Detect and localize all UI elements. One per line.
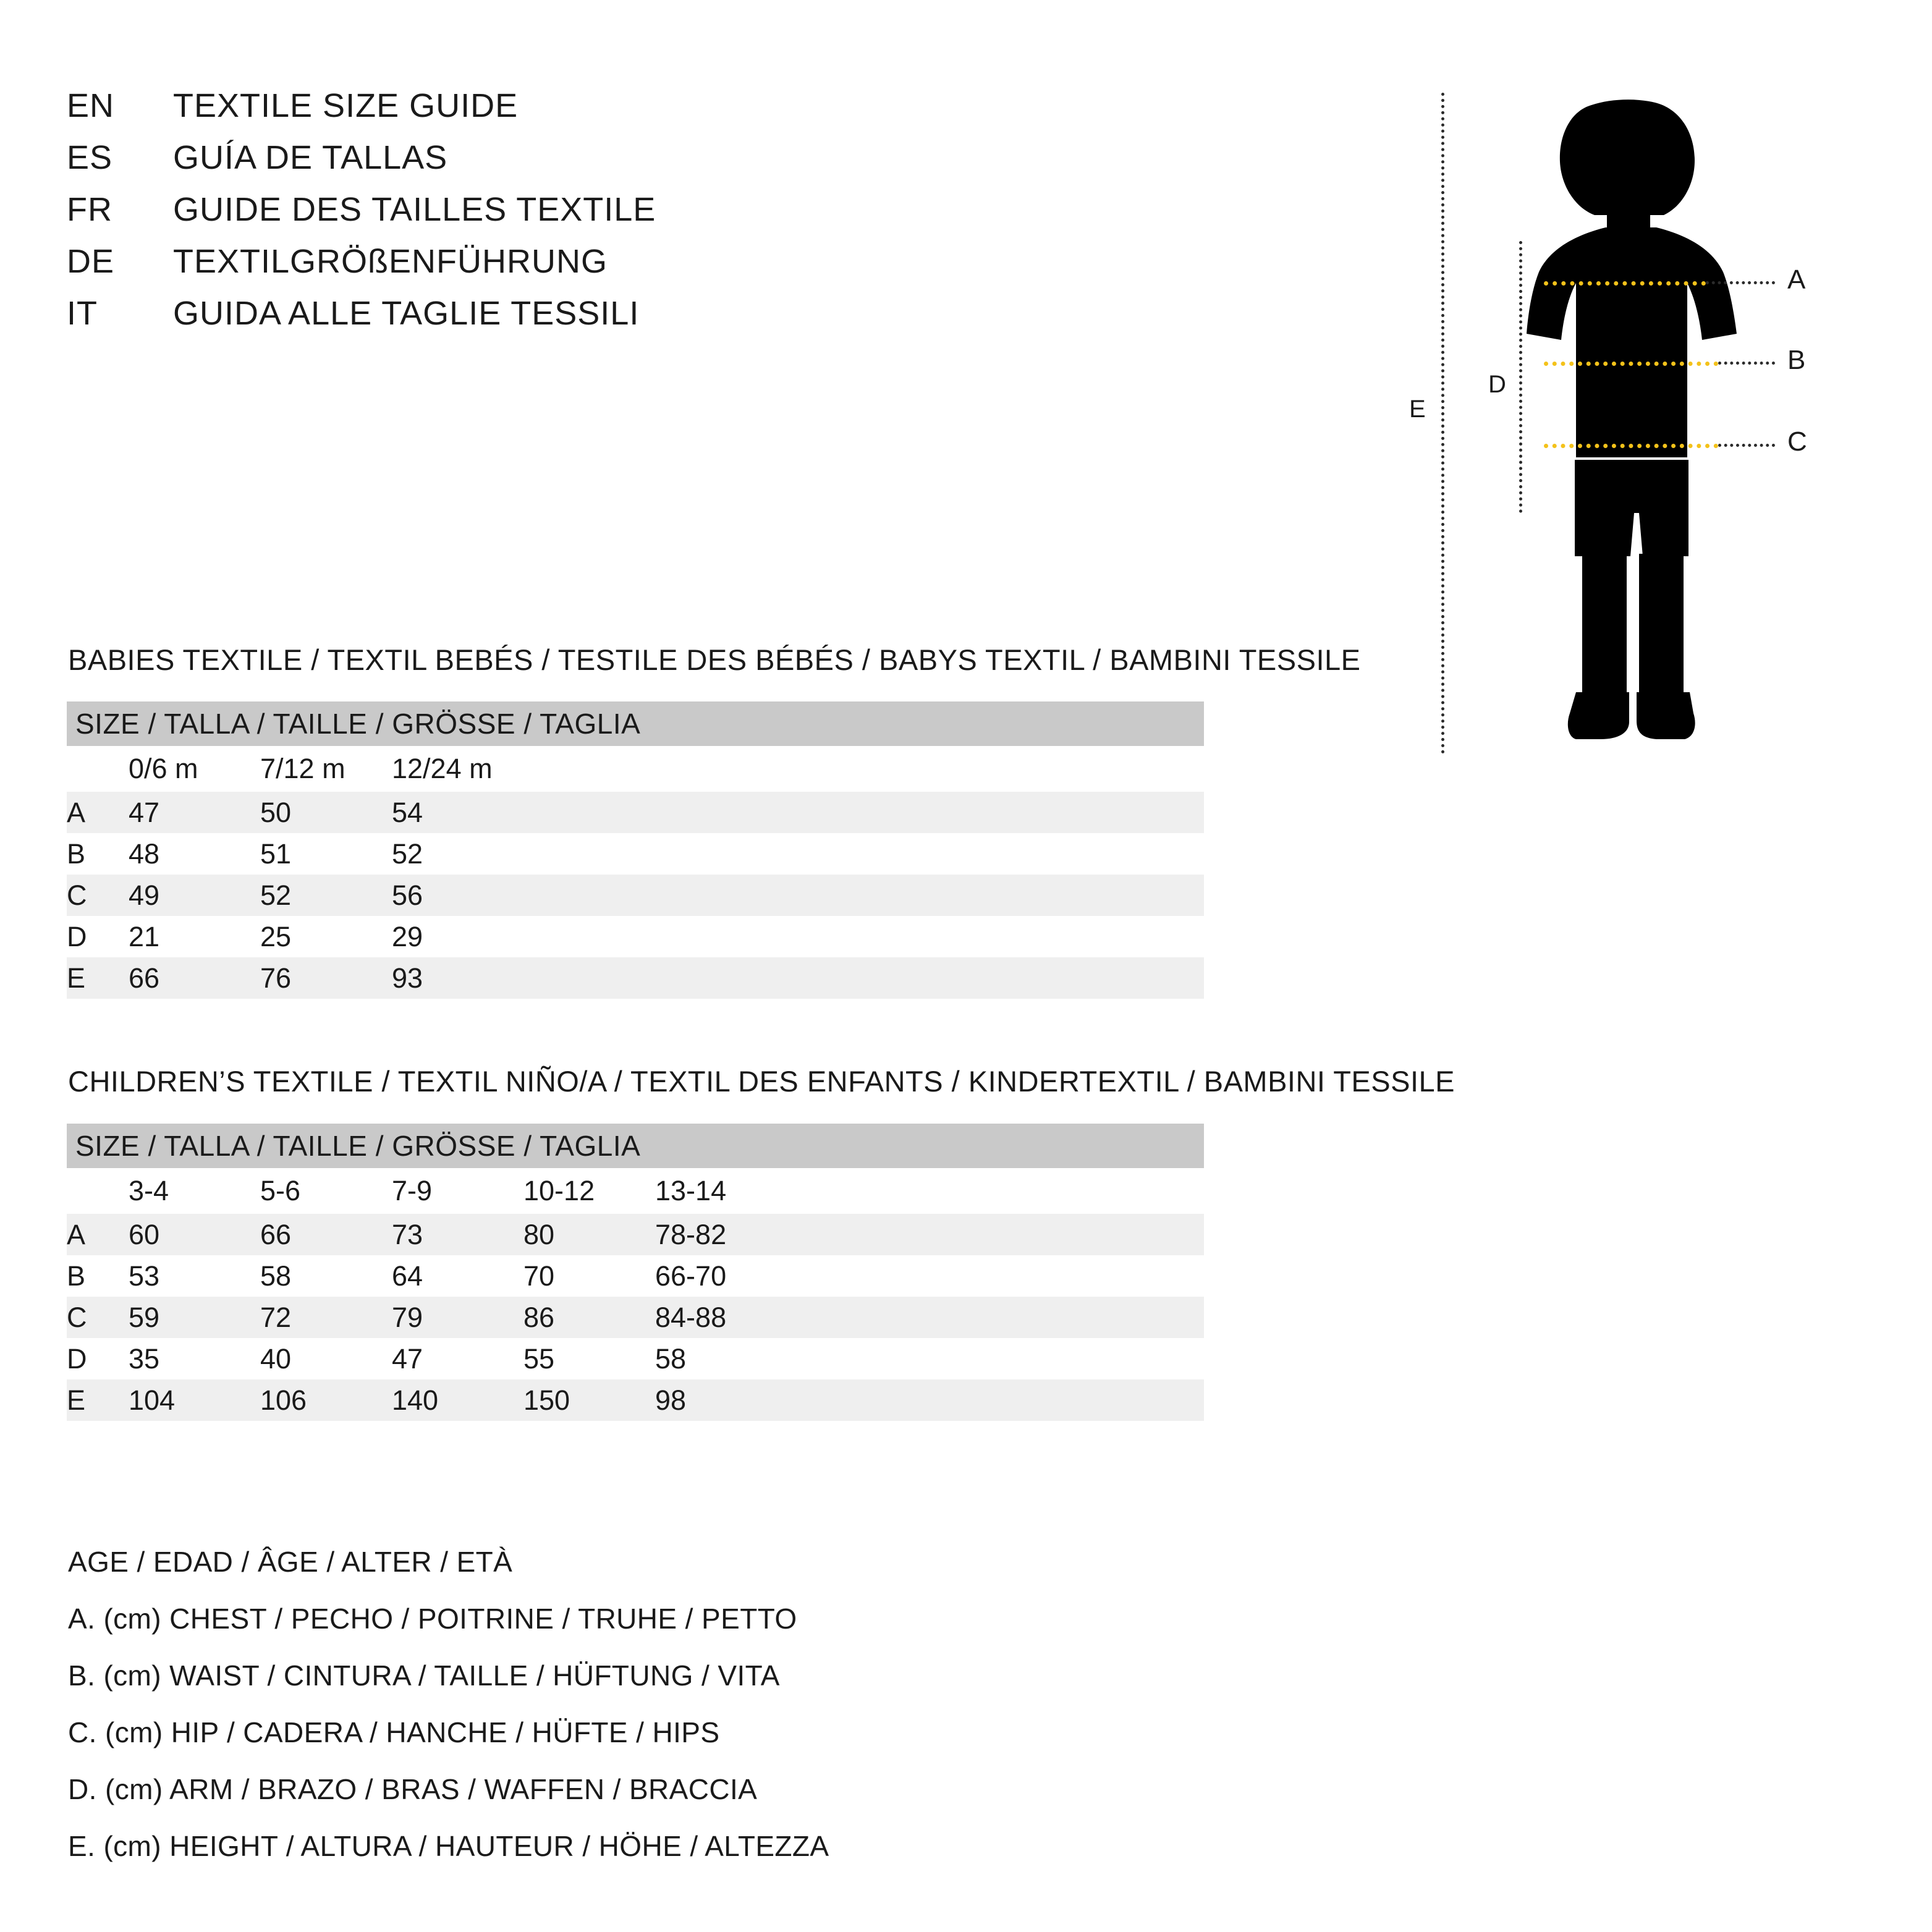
cell-value: 66-70 bbox=[655, 1255, 787, 1297]
table-row bbox=[67, 1297, 1204, 1338]
cell-value: 48 bbox=[129, 833, 260, 875]
cell-value: 35 bbox=[129, 1338, 260, 1379]
table-header-row bbox=[67, 1124, 1204, 1168]
row-label: B bbox=[67, 1255, 129, 1297]
table-column-header-row bbox=[67, 1168, 1204, 1214]
cell-value: 58 bbox=[655, 1338, 787, 1379]
measurement-figure bbox=[1409, 74, 1866, 773]
figure-label-b: B bbox=[1787, 345, 1806, 375]
cell-value: 73 bbox=[392, 1214, 523, 1255]
language-row bbox=[67, 138, 1241, 177]
row-label: A bbox=[67, 792, 129, 833]
legend-line-waist: B. (cm) WAIST / CINTURA / TAILLE / HÜFTUNG / VITA bbox=[68, 1659, 780, 1692]
cell-value: 51 bbox=[260, 833, 392, 875]
row-label: D bbox=[67, 916, 129, 957]
table-row bbox=[67, 1214, 1204, 1255]
column-header: 13-14 bbox=[655, 1168, 787, 1214]
cell-value: 79 bbox=[392, 1297, 523, 1338]
table-column-header-row bbox=[67, 746, 1204, 792]
language-title: TEXTILE SIZE GUIDE bbox=[173, 87, 519, 124]
cell-value: 56 bbox=[392, 875, 523, 916]
cell-value: 52 bbox=[260, 875, 392, 916]
row-label: B bbox=[67, 833, 129, 875]
cell-value: 66 bbox=[129, 957, 260, 999]
language-row bbox=[67, 294, 1241, 333]
cell-value: 78-82 bbox=[655, 1214, 787, 1255]
cell-value: 93 bbox=[392, 957, 523, 999]
language-row bbox=[67, 87, 1241, 125]
cell-value: 70 bbox=[523, 1255, 655, 1297]
cell-value: 47 bbox=[392, 1338, 523, 1379]
cell-value: 52 bbox=[392, 833, 523, 875]
language-title: GUIDE DES TAILLES TEXTILE bbox=[173, 191, 656, 228]
waist-measure-guide bbox=[1544, 362, 1718, 366]
figure-label-e: E bbox=[1409, 396, 1426, 423]
cell-value: 60 bbox=[129, 1214, 260, 1255]
chest-measure-guide bbox=[1544, 281, 1706, 286]
cell-value: 66 bbox=[260, 1214, 392, 1255]
babies-size-table bbox=[67, 701, 1204, 999]
hip-leader-line bbox=[1718, 444, 1775, 447]
row-label: D bbox=[67, 1338, 129, 1379]
table-header-row bbox=[67, 701, 1204, 746]
table-row bbox=[67, 792, 1204, 833]
language-code: ES bbox=[67, 139, 113, 176]
cell-value: 140 bbox=[392, 1379, 523, 1421]
cell-value: 21 bbox=[129, 916, 260, 957]
children-size-table bbox=[67, 1124, 1204, 1421]
column-header: 12/24 m bbox=[392, 746, 523, 792]
cell-value: 58 bbox=[260, 1255, 392, 1297]
cell-value: 47 bbox=[129, 792, 260, 833]
table-row bbox=[67, 1255, 1204, 1297]
language-row bbox=[67, 242, 1241, 281]
column-header: 7-9 bbox=[392, 1168, 523, 1214]
legend-line-chest: A. (cm) CHEST / PECHO / POITRINE / TRUHE / PETTO bbox=[68, 1603, 797, 1635]
row-label: E bbox=[67, 1379, 129, 1421]
cell-value: 50 bbox=[260, 792, 392, 833]
legend-line-arm: D. (cm) ARM / BRAZO / BRAS / WAFFEN / BRACCIA bbox=[68, 1773, 758, 1805]
figure-label-d: D bbox=[1488, 371, 1506, 398]
legend-line-hip: C. (cm) HIP / CADERA / HANCHE / HÜFTE / HIPS bbox=[68, 1716, 720, 1748]
cell-value: 64 bbox=[392, 1255, 523, 1297]
cell-value: 54 bbox=[392, 792, 523, 833]
cell-value: 40 bbox=[260, 1338, 392, 1379]
cell-value: 104 bbox=[129, 1379, 260, 1421]
figure-label-a: A bbox=[1787, 265, 1806, 295]
cell-value: 72 bbox=[260, 1297, 392, 1338]
height-guide-line bbox=[1441, 93, 1444, 754]
table-row bbox=[67, 833, 1204, 875]
language-row bbox=[67, 190, 1241, 229]
cell-value: 55 bbox=[523, 1338, 655, 1379]
column-header: 5-6 bbox=[260, 1168, 392, 1214]
language-code: IT bbox=[67, 295, 98, 332]
figure-label-c: C bbox=[1787, 426, 1807, 457]
cell-value: 53 bbox=[129, 1255, 260, 1297]
cell-value: 106 bbox=[260, 1379, 392, 1421]
chest-leader-line bbox=[1706, 281, 1775, 284]
language-header bbox=[67, 87, 1241, 346]
waist-leader-line bbox=[1718, 362, 1775, 365]
row-label: E bbox=[67, 957, 129, 999]
column-header: 3-4 bbox=[129, 1168, 260, 1214]
table-row bbox=[67, 1338, 1204, 1379]
table-row bbox=[67, 1379, 1204, 1421]
language-code: EN bbox=[67, 87, 115, 124]
cell-value: 80 bbox=[523, 1214, 655, 1255]
cell-value: 98 bbox=[655, 1379, 787, 1421]
language-title: TEXTILGRÖßENFÜHRUNG bbox=[173, 243, 608, 280]
child-silhouette-icon bbox=[1502, 87, 1768, 760]
cell-value: 86 bbox=[523, 1297, 655, 1338]
language-code: DE bbox=[67, 243, 115, 280]
row-label: A bbox=[67, 1214, 129, 1255]
table-row bbox=[67, 875, 1204, 916]
children-section-title: CHILDREN’S TEXTILE / TEXTIL NIÑO/A / TEXTIL DES ENFANTS / KINDERTEXTIL / BAMBINI TESSILE bbox=[68, 1065, 1455, 1098]
column-header: 7/12 m bbox=[260, 746, 392, 792]
cell-value: 49 bbox=[129, 875, 260, 916]
cell-value: 29 bbox=[392, 916, 523, 957]
hip-measure-guide bbox=[1544, 444, 1718, 448]
table-row bbox=[67, 957, 1204, 999]
language-code: FR bbox=[67, 191, 112, 228]
language-title: GUIDA ALLE TAGLIE TESSILI bbox=[173, 295, 640, 332]
babies-table-header: SIZE / TALLA / TAILLE / GRÖSSE / TAGLIA bbox=[67, 701, 1204, 746]
column-header: 0/6 m bbox=[129, 746, 260, 792]
row-label: C bbox=[67, 875, 129, 916]
measurement-legend bbox=[68, 1545, 1304, 1886]
language-title: GUÍA DE TALLAS bbox=[173, 139, 448, 176]
cell-value: 150 bbox=[523, 1379, 655, 1421]
table-row bbox=[67, 916, 1204, 957]
babies-section-title: BABIES TEXTILE / TEXTIL BEBÉS / TESTILE DES BÉBÉS / BABYS TEXTIL / BAMBINI TESSILE bbox=[68, 643, 1361, 676]
children-table-header: SIZE / TALLA / TAILLE / GRÖSSE / TAGLIA bbox=[67, 1124, 1204, 1168]
corner-cell bbox=[67, 1168, 129, 1214]
row-label: C bbox=[67, 1297, 129, 1338]
cell-value: 25 bbox=[260, 916, 392, 957]
legend-line-height: E. (cm) HEIGHT / ALTURA / HAUTEUR / HÖHE / ALTEZZA bbox=[68, 1830, 829, 1862]
cell-value: 59 bbox=[129, 1297, 260, 1338]
corner-cell bbox=[67, 746, 129, 792]
column-header: 10-12 bbox=[523, 1168, 655, 1214]
cell-value: 84-88 bbox=[655, 1297, 787, 1338]
cell-value: 76 bbox=[260, 957, 392, 999]
legend-line-age: AGE / EDAD / ÂGE / ALTER / ETÀ bbox=[68, 1546, 513, 1578]
